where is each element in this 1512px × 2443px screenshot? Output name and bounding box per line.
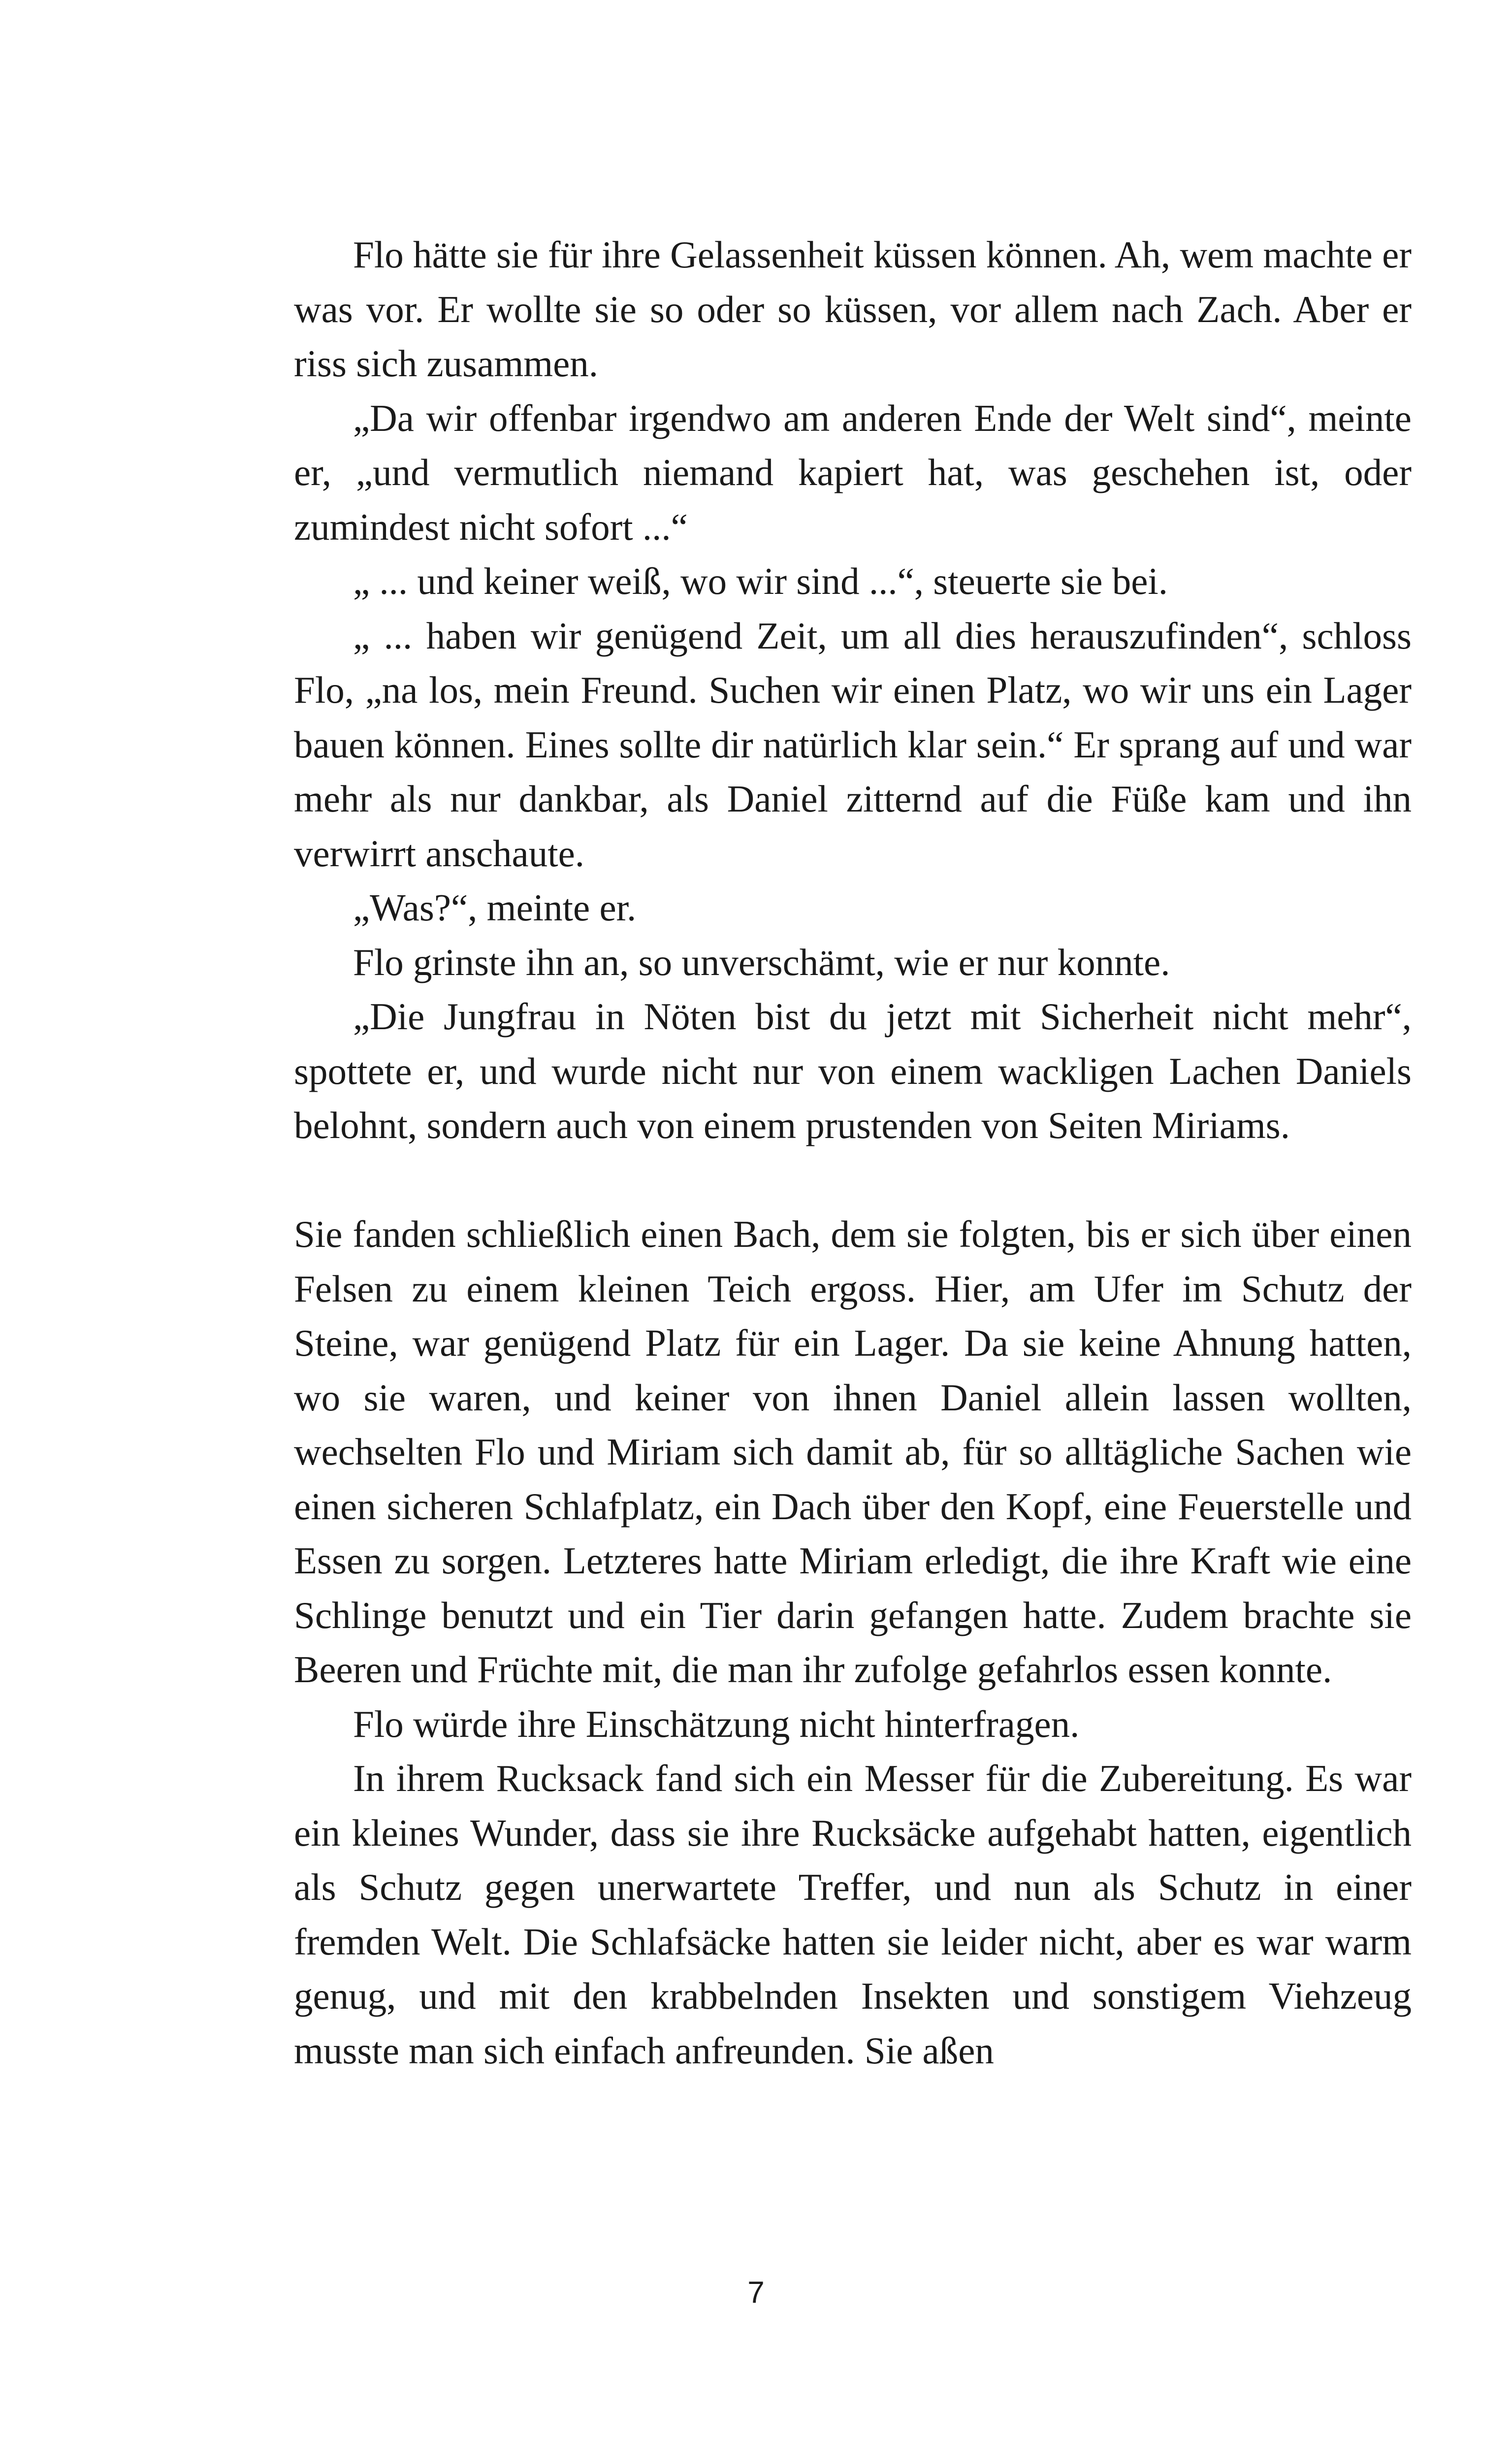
paragraph: Flo grinste ihn an, so unverschämt, wie er nur konnte. (353, 941, 1170, 983)
section-break (294, 1153, 1412, 1207)
paragraph: In ihrem Rucksack fand sich ein Messer für die Zubereitung. Es war ein kleines Wunder, dass sie ihre Rucksäcke aufgehabt hatten, eigentlich als Schutz gegen unerwartete Treffer, und nun als Schutz in einer fremden Welt. Die Schlafsäcke hatten sie leider nicht, aber es war warm genug, und mit den krabbelnden Insekten und sonstigem Viehzeug musste man sich einfach anfreunden. Sie aßen (294, 1757, 1412, 2072)
body-text (294, 228, 1412, 2078)
paragraph: Flo hätte sie für ihre Gelassenheit küssen können. Ah, wem machte er was vor. Er wollte sie so oder so küssen, vor allem nach Zach. Aber er riss sich zusammen. (294, 233, 1412, 385)
paragraph: „Was?“, meinte er. (353, 886, 637, 929)
paragraph: „ ... und keiner weiß, wo wir sind ...“, steuerte sie bei. (353, 560, 1168, 602)
page-number: 7 (747, 2276, 765, 2310)
paragraph: Sie fanden schließlich einen Bach, dem sie folgten, bis er sich über einen Felsen zu einem kleinen Teich ergoss. Hier, am Ufer im Schutz der Steine, war genügend Platz für ein Lager. Da sie keine Ahnung hatten, wo sie waren, und keiner von ihnen Daniel allein lassen wollten, wechselten Flo und Miriam sich damit ab, für so alltägliche Sachen wie einen sicheren Schlafplatz, ein Dach über den Kopf, eine Feuerstelle und Essen zu sorgen. Letzteres hatte Miriam erledigt, die ihre Kraft wie eine Schlinge benutzt und ein Tier darin gefangen hatte. Zudem brachte sie Beeren und Früchte mit, die man ihr zufolge gefahrlos essen konnte. (294, 1213, 1412, 1691)
paragraph: „ ... haben wir genügend Zeit, um all dies herauszufinden“, schloss Flo, „na los, mein Freund. Suchen wir einen Platz, wo wir uns ein Lager bauen können. Eines sollte dir natürlich klar sein.“ Er sprang auf und war mehr als nur dankbar, als Daniel zitternd auf die Füße kam und ihn verwirrt anschaute. (294, 614, 1412, 875)
paragraph: „Da wir offenbar irgendwo am anderen Ende der Welt sind“, meinte er, „und vermutlich niemand kapiert hat, was geschehen ist, oder zumindest nicht sofort ...“ (294, 396, 1412, 548)
paragraph: „Die Jungfrau in Nöten bist du jetzt mit Sicherheit nicht mehr“, spottete er, und wurde nicht nur von einem wackligen Lachen Daniels belohnt, sondern auch von einem prustenden von Seiten Miriams. (294, 995, 1412, 1146)
paragraph: Flo würde ihre Einschätzung nicht hinterfragen. (353, 1702, 1080, 1745)
